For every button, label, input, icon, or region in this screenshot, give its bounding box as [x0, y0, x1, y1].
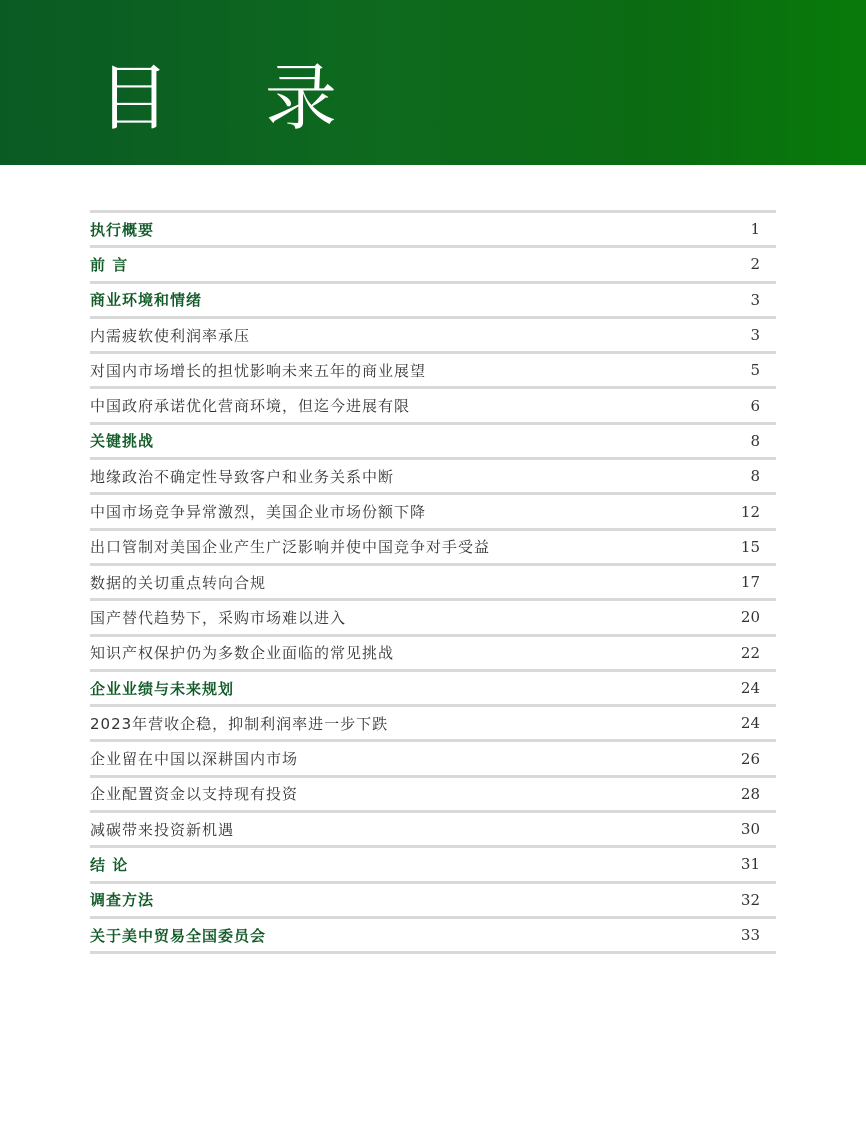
toc-entry-page: 31 — [740, 855, 760, 874]
toc-entry-title: 执行概要 — [90, 220, 155, 239]
toc-entry-page: 3 — [750, 326, 760, 345]
table-of-contents — [90, 210, 776, 954]
toc-entry[interactable] — [90, 531, 776, 566]
toc-entry-page: 24 — [740, 714, 760, 733]
header-banner — [0, 0, 866, 165]
toc-entry[interactable] — [90, 742, 776, 777]
toc-entry-page: 33 — [740, 926, 760, 945]
toc-entry[interactable] — [90, 813, 776, 848]
toc-entry-page: 15 — [740, 537, 760, 556]
toc-entry-page: 20 — [740, 608, 760, 627]
toc-entry-title: 内需疲软使利润率承压 — [90, 326, 251, 345]
toc-entry-page: 8 — [750, 431, 760, 450]
toc-entry-title: 对国内市场增长的担忧影响未来五年的商业展望 — [90, 361, 427, 380]
toc-entry-page: 22 — [740, 643, 760, 662]
toc-entry-title: 结 论 — [90, 855, 129, 874]
toc-entry-page: 32 — [740, 890, 760, 909]
toc-entry[interactable] — [90, 284, 776, 319]
toc-entry-title: 减碳带来投资新机遇 — [90, 820, 235, 839]
toc-entry-title: 知识产权保护仍为多数企业面临的常见挑战 — [90, 644, 395, 663]
toc-entry[interactable] — [90, 707, 776, 742]
toc-entry-title: 调查方法 — [90, 891, 155, 910]
toc-entry-title: 企业业绩与未来规划 — [90, 679, 235, 698]
toc-entry[interactable] — [90, 778, 776, 813]
toc-entry[interactable] — [90, 425, 776, 460]
toc-entry-title: 企业留在中国以深耕国内市场 — [90, 750, 299, 769]
toc-entry-page: 24 — [740, 679, 760, 697]
toc-entry[interactable] — [90, 848, 776, 883]
toc-entry-title: 中国市场竞争异常激烈，美国企业市场份额下降 — [90, 503, 427, 522]
toc-entry[interactable] — [90, 213, 776, 248]
toc-entry[interactable] — [90, 319, 776, 354]
toc-entry[interactable] — [90, 919, 776, 954]
toc-entry-page: 2 — [750, 255, 760, 274]
toc-entry-title: 2023年营收企稳，抑制利润率进一步下跌 — [90, 714, 389, 733]
toc-entry[interactable] — [90, 354, 776, 389]
toc-entry-title: 地缘政治不确定性导致客户和业务关系中断 — [90, 467, 395, 486]
toc-entry[interactable] — [90, 248, 776, 283]
toc-entry-title: 商业环境和情绪 — [90, 291, 203, 310]
toc-entry-page: 30 — [740, 820, 760, 839]
toc-entry-title: 企业配置资金以支持现有投资 — [90, 785, 299, 804]
toc-entry[interactable] — [90, 495, 776, 530]
toc-entry-page: 26 — [740, 749, 760, 768]
toc-entry-title: 关于美中贸易全国委员会 — [90, 926, 267, 945]
toc-entry-title: 数据的关切重点转向合规 — [90, 573, 267, 592]
toc-entry[interactable] — [90, 566, 776, 601]
toc-entry-page: 5 — [750, 361, 760, 380]
toc-entry[interactable] — [90, 460, 776, 495]
toc-entry-page: 1 — [750, 220, 760, 239]
page-title: 目 录 — [98, 56, 373, 140]
toc-entry-page: 6 — [750, 396, 760, 415]
toc-entry[interactable] — [90, 637, 776, 672]
toc-entry[interactable] — [90, 884, 776, 919]
toc-entry-title: 国产替代趋势下，采购市场难以进入 — [90, 608, 347, 627]
toc-entry-page: 3 — [750, 290, 760, 309]
toc-entry-page: 12 — [740, 502, 760, 521]
toc-entry-title: 中国政府承诺优化营商环境，但迄今进展有限 — [90, 397, 411, 416]
toc-entry-page: 8 — [750, 467, 760, 486]
toc-entry[interactable] — [90, 672, 776, 707]
toc-entry[interactable] — [90, 389, 776, 424]
toc-entry-title: 关键挑战 — [90, 432, 155, 451]
toc-entry[interactable] — [90, 601, 776, 636]
toc-entry-page: 17 — [740, 573, 760, 592]
toc-entry-title: 出口管制对美国企业产生广泛影响并使中国竞争对手受益 — [90, 538, 491, 557]
toc-entry-page: 28 — [740, 784, 760, 803]
toc-entry-title: 前 言 — [90, 255, 129, 274]
